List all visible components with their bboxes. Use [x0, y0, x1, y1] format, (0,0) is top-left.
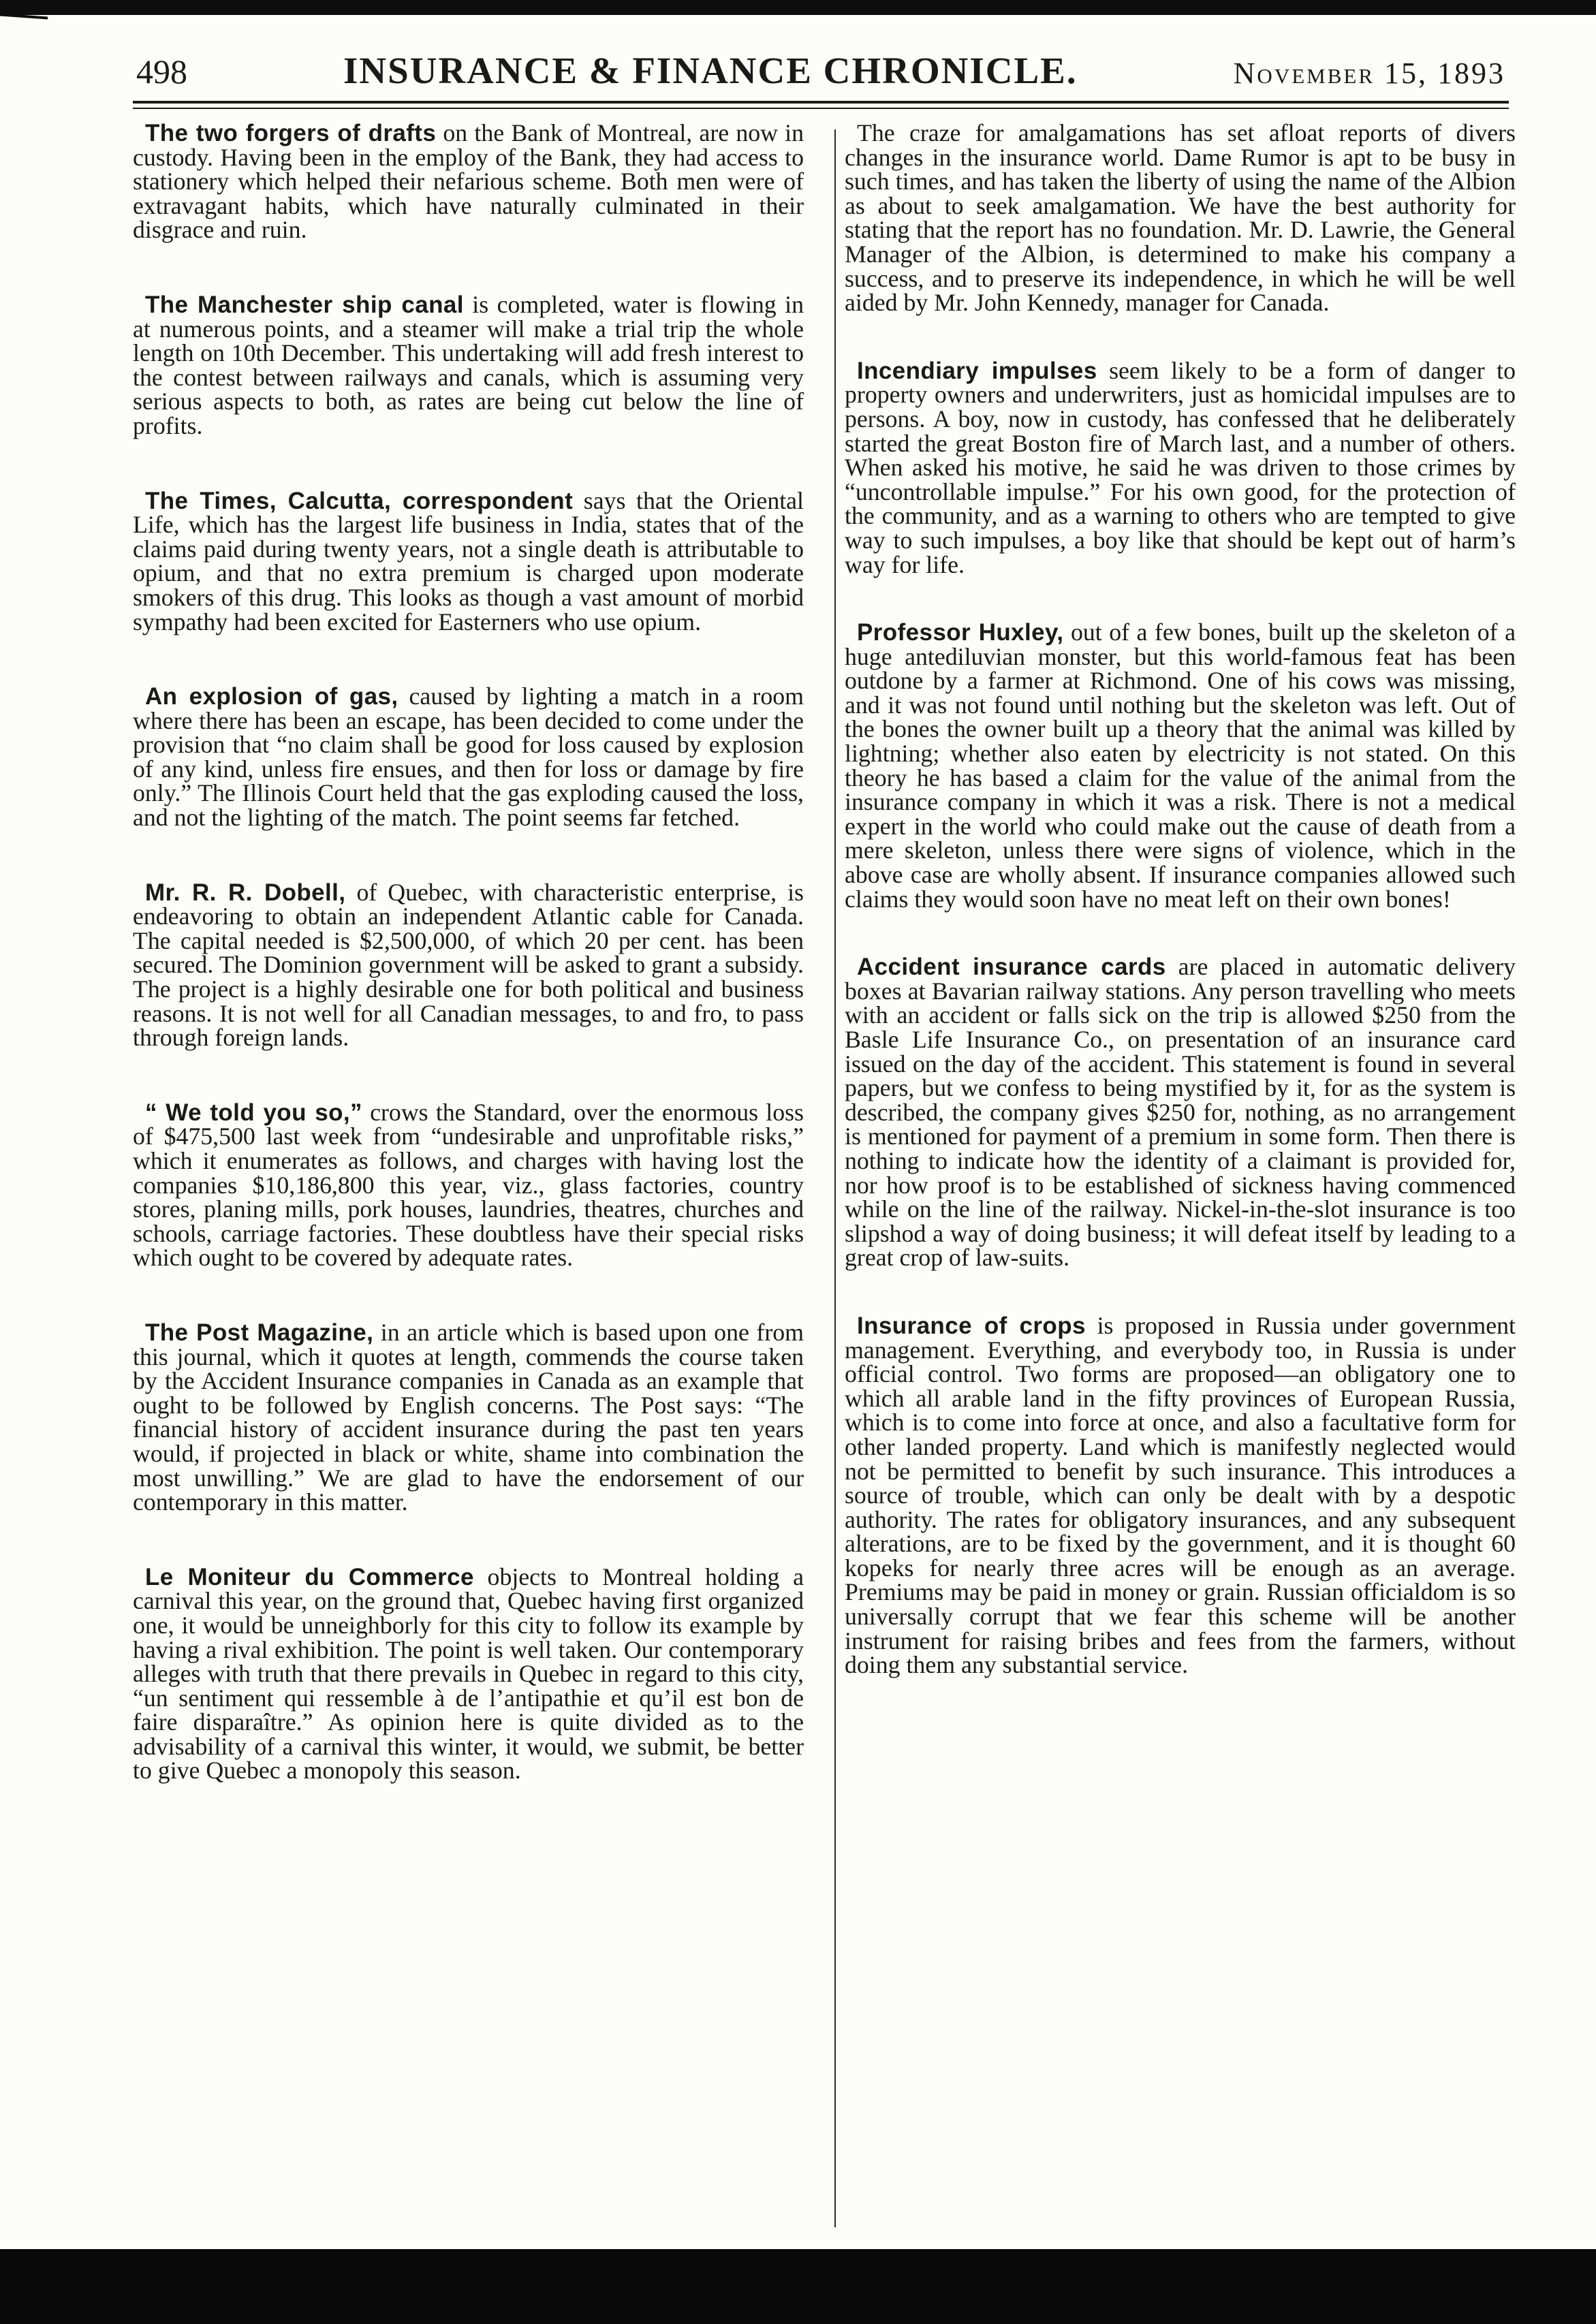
- article-lead: Insurance of crops: [857, 1312, 1086, 1339]
- article-body: is proposed in Russia under government management. Everything, and everybody too, in Russia is under official control. Two forms are proposed—an obligatory one to which all arable land in the fifty provinces of European Russia, which is to come into force at once, and also a facultative form for other landed property. Land which is manifestly neglected would not be permitted to benefit by such insurance. This introduces a source of trouble, which can only be dealt with by a despotic authority. The rates for obligatory insurances, and any subsequent alterations, are to be fixed by the government, and it is thought 60 kopeks for nearly three acres will be enough as an average. Premiums may be paid in money or grain. Russian officialdom is so universally corrupt that we fear this scheme will be another instrument for raising bribes and fees from the farmers, without doing them any substantial service.: [845, 1311, 1516, 1679]
- article-crop-insurance: [845, 1311, 1516, 1679]
- article-body: of Quebec, with characteristic enterprise, is endeavoring to obtain an independent Atlantic cable for Canada. The capital needed is $2,500,000, of which 20 per cent. has been secured. The Dominion government will be asked to grant a subsidy. The project is a highly desirable one for both political and business reasons. It is not well for all Canadian messages, to and fro, to pass through foreign lands.: [133, 878, 804, 1052]
- article-forgers: [133, 121, 804, 242]
- article-body: The craze for amalgamations has set afloat reports of divers changes in the insurance world. Dame Rumor is apt to be busy in such times, and has taken the liberty of using the name of the Albion as about to seek amalgamation. We have the best authority for stating that the report has no foundation. Mr. D. Lawrie, the General Manager of the Albion, is determined to make his company a success, and to preserve its independence, in which he will be well aided by Mr. John Kennedy, manager for Canada.: [845, 119, 1516, 317]
- top-border-band: [0, 0, 1596, 15]
- article-post-magazine: [133, 1318, 804, 1516]
- issue-date: November 15, 1893: [1233, 57, 1505, 90]
- article-body: on the Bank of Montreal, are now in custody. Having been in the employ of the Bank, they had access to stationery which helped their nefarious scheme. Both men were of extravagant habits, which have naturally culminated in their disgrace and ruin.: [133, 119, 804, 244]
- article-body: says that the Oriental Life, which has the largest life business in India, states that of the claims paid during twenty years, not a single death is attributable to opium, and that no extra premium is charged upon moderate smokers of this drug. This looks as though a vast amount of morbid sympathy had been excited for Easterners who use opium.: [133, 486, 804, 635]
- article-body: seem likely to be a form of danger to property owners and underwriters, just as homicidal impulses are to persons. A boy, now in custody, has confessed that he deliberately started the great Boston fire of March last, and a number of others. When asked his motive, he said he was driven to those crimes by “uncontrollable impulse.” For his own good, for the protection of the community, and as a warning to others who are tempted to give way to such impulses, a boy like that should be kept out of harm’s way for life.: [845, 356, 1516, 578]
- article-lead: Mr. R. R. Dobell,: [145, 879, 346, 906]
- right-column: [845, 121, 1516, 1678]
- article-lead: Accident insurance cards: [857, 954, 1166, 981]
- article-professor-huxley: [845, 618, 1516, 913]
- article-gas-explosion: [133, 682, 804, 832]
- header-rule-thin: [133, 108, 1509, 109]
- article-lead: The Post Magazine,: [145, 1319, 374, 1346]
- article-lead: Incendiary impulses: [857, 357, 1097, 384]
- article-lead: The two forgers of drafts: [145, 120, 437, 146]
- article-times-calcutta: [133, 486, 804, 635]
- header-rule-thick: [133, 101, 1509, 104]
- article-moniteur-carnival: [133, 1565, 804, 1783]
- article-body: crows the Standard, over the enormous loss of $475,500 last week from “undesirable and unprofitable risks,” which it enumerates as follows, and charges with having lost the companies $10,186,800 this year, viz., glass factories, country stores, planing mills, pork houses, laundries, theatres, churches and schools, carriage factories. These doubtless have their special risks which ought to be covered by adequate rates.: [133, 1098, 804, 1272]
- article-amalgamations: [845, 121, 1516, 315]
- article-lead: Professor Huxley,: [857, 619, 1064, 646]
- page-number: 498: [136, 52, 187, 91]
- article-lead: Le Moniteur du Commerce: [145, 1563, 474, 1590]
- article-lead: An explosion of gas,: [145, 683, 398, 710]
- article-lead: The Manchester ship canal: [145, 291, 464, 318]
- left-column: [133, 121, 804, 1783]
- article-body: is completed, water is flowing in at numerous points, and a steamer will make a trial trip the whole length on 10th December. This undertaking will add fresh interest to the contest between railways and canals, which is assuming very serious aspects to both, as rates are being cut below the line of profits.: [133, 290, 804, 439]
- article-body: caused by lighting a match in a room where there has been an escape, has been decided to come under the provision that “no claim shall be good for loss caused by explosion of any kind, unless fire ensues, and then for loss or damage by fire only.” The Illinois Court held that the gas exploding caused the loss, and not the lighting of the match. The point seems far fetched.: [133, 682, 804, 832]
- article-lead: “ We told you so,”: [145, 1099, 362, 1126]
- bottom-border-band: [0, 2249, 1596, 2324]
- article-standard-losses: [133, 1098, 804, 1272]
- journal-title: INSURANCE & FINANCE CHRONICLE.: [343, 50, 1078, 91]
- column-divider: [834, 129, 836, 2227]
- article-lead: The Times, Calcutta, correspondent: [145, 487, 574, 514]
- article-manchester-canal: [133, 290, 804, 439]
- article-dobell-cable: [133, 878, 804, 1052]
- article-body: in an article which is based upon one from this journal, which it quotes at length, commends the course taken by the Accident Insurance companies in Canada as an example that ought to be followed by English concerns. The Post says: “The financial history of accident insurance during the past ten years would, if projected in black or white, shame into combination the most unwilling.” We are glad to have the endorsement of our contemporary in this matter.: [133, 1318, 804, 1516]
- article-accident-cards: [845, 955, 1516, 1270]
- page-header: [136, 49, 1505, 98]
- article-body: out of a few bones, built up the skeleton of a huge antediluvian monster, but this world-famous feat has been outdone by a farmer at Richmond. One of his cows was missing, and it was not found until nothing but the skeleton was left. Out of the bones the owner built up a theory that the animal was killed by lightning; whether also eaten by electricity is not stated. On this theory he has based a claim for the value of the animal from the insurance company in which it was a risk. There is not a medical expert in the world who could make out the cause of death from a mere skeleton, unless there were signs of violence, which in the above case are wholly absent. If insurance companies allowed such claims they would soon have no meat left on their own bones!: [845, 618, 1516, 913]
- article-body: objects to Montreal holding a carnival this year, on the ground that, Quebec having first organized one, it would be unneighborly for this city to follow its example by having a rival exhibition. The point is well taken. Our contemporary alleges with truth that there prevails in Quebec in regard to this city, “un sentiment qui ressemble à de l’antipathie et qu’il est bon de faire disparaître.” As opinion here is quite divided as to the advisability of a carnival this winter, it would, we submit, be better to give Quebec a monopoly this season.: [133, 1563, 804, 1785]
- article-body: are placed in automatic delivery boxes at Bavarian railway stations. Any person travelling who meets with an accident or falls sick on the trip is allowed $250 from the Basle Life Insurance Co., on presentation of an insurance card issued on the day of the accident. This statement is found in several papers, but we confess to being mystified by it, for as the system is described, the company gives $250 for, nothing, as no arrangement is mentioned for payment of a premium in some form. Then there is nothing to indicate how the identity of a claimant is provided for, nor how proof is to be established of sickness having commenced while on the line of the railway. Nickel-in-the-slot insurance is too slipshod a way of doing business; it will defeat itself by leading to a great crop of law-suits.: [845, 953, 1516, 1272]
- article-incendiary-impulses: [845, 356, 1516, 578]
